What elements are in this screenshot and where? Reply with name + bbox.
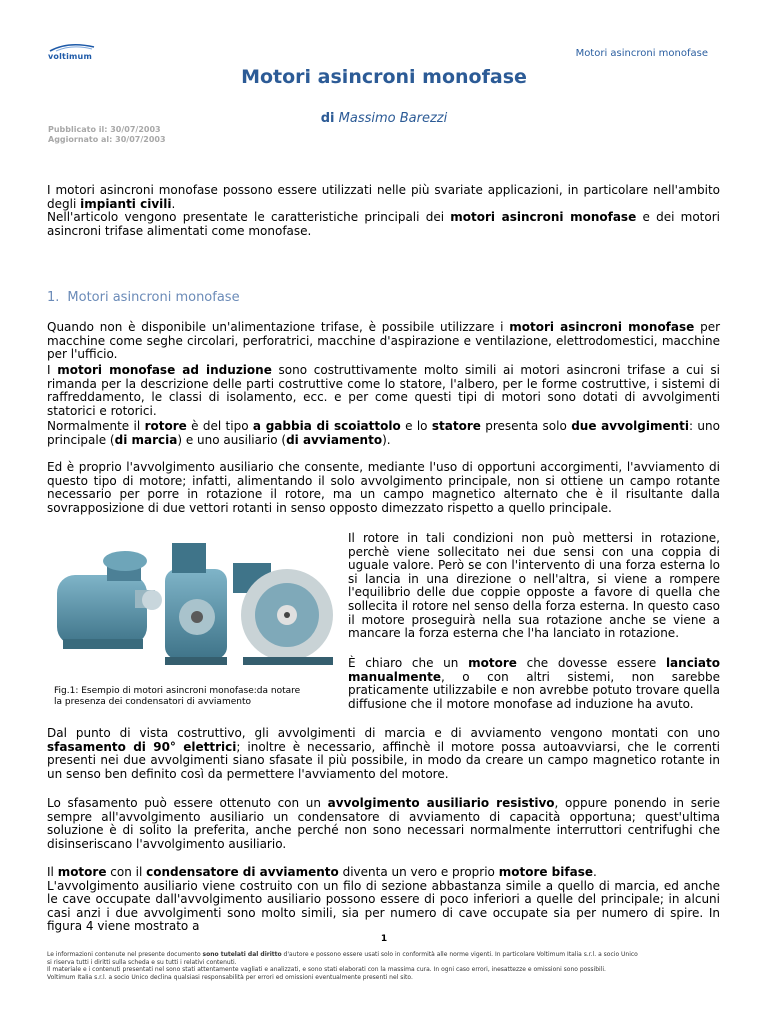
figure-caption <box>54 686 334 708</box>
text: Nell'articolo vengono presentate le caratteristiche principali dei <box>47 210 451 225</box>
updated-date: Aggiornato al: 30/07/2003 <box>48 135 166 144</box>
paragraph: Quando non è disponibile un'alimentazione trifase, è possibile utilizzare i motori asincroni monofase per macchine come seghe circolari, perforatrici, macchine d'aspirazione e ventilazione, elettrodomestici, macchine per l'ufficio. <box>47 320 721 362</box>
paragraph: Normalmente il rotore è del tipo a gabbia di scoiattolo e lo statore presenta solo due avvolgimenti: uno principale (di marcia) e uno ausiliario (di avviamento). <box>47 419 720 447</box>
caption-line: Fig.1: Esempio di motori asincroni monofase:da notare <box>54 686 301 696</box>
publication-dates <box>48 125 166 145</box>
footer-line: Il materiale e i contenuti presentati nel sono stati attentamente vagliati e analizzati, e sono stati elaborati con la massima cura. In ogni caso errori, inesattezze e omissioni sono possibili. <box>47 966 606 973</box>
section-number: 1. <box>47 290 60 305</box>
footer-disclaimer <box>47 951 727 981</box>
footer-line: Le informazioni contenute nel presente documento sono tutelati dal diritto d'autore e possono essere usati solo in conformità alle norme vigenti. In particolare Voltimum Italia s.r.l. a socio Unico <box>47 951 638 958</box>
motors-photo <box>47 535 337 685</box>
byline-prefix: di <box>320 111 335 126</box>
footer-line: Voltimum Italia s.r.l. a socio Unico declina qualsiasi responsabilità per errori ed omissioni eventualmente presenti nel sito. <box>47 973 413 981</box>
page-number: 1 <box>380 934 388 944</box>
paragraph: È chiaro che un motore che dovesse essere lanciato manualmente, o con altri sistemi, non sarebbe praticamente utilizzabile e non avrebbe potuto trovare quella diffusione che il motore monofase ad induzione ha avuto. <box>348 656 720 711</box>
author-name: Massimo Barezzi <box>338 111 448 126</box>
logo-swoosh-icon <box>48 43 96 52</box>
text: . <box>171 196 176 211</box>
caption-line: la presenza dei condensatori di avviamento <box>54 697 251 707</box>
text: e dei motori asincroni trifase alimentati come monofase. <box>47 210 720 238</box>
paragraph: Ed è proprio l'avvolgimento ausiliario che consente, mediante l'uso di opportuni accorgimenti, l'avviamento di questo tipo di motore; infatti, alimentando il solo avvolgimento principale, non si ottiene un campo rotante necessario per porre in rotazione il rotore, ma un campo magnetico alternato che è il risultante dalla sovrapposizione di due vettori rotanti in senso opposto dimezzato rispetto a quello principale. <box>47 460 720 515</box>
running-header: Motori asincroni monofase <box>575 48 708 59</box>
intro-paragraph <box>47 184 720 238</box>
logo-text: voltimum <box>48 52 92 61</box>
paragraph: I motori monofase ad induzione sono costruttivamente molto simili ai motori asincroni trifase a cui si rimanda per la descrizione delle parti costruttive come lo statore, l'albero, per le forme costruttive, i sistemi di raffreddamento, le classi di isolamento, ecc. e per come questi tipi di motori sono dotati di avvolgimenti statorici e rotorici. <box>47 363 720 418</box>
page-title: Motori asincroni monofase <box>241 66 527 88</box>
bold-text: impianti civili <box>80 196 172 211</box>
paragraph: Il motore con il condensatore di avviamento diventa un vero e proprio motore bifase. L'avvolgimento ausiliario viene costruito con un filo di sezione abbastanza simile a quello di marcia, ed anche le cave occupate dall'avvolgimento ausiliario possono essere di poco inferiori a quelle del principale; in alcuni casi anzi i due avvolgimenti sono molto simili, sia per numero di cave occupate sia per numero di spire. In figura 4 viene mostrato a <box>47 865 720 934</box>
text: I motori asincroni monofase possono essere utilizzati nelle più svariate applicazioni, in particolare nell'ambito degli <box>47 183 720 211</box>
bold-text: motori asincroni monofase <box>450 210 637 225</box>
paragraph: Il rotore in tali condizioni non può mettersi in rotazione, perchè viene sollecitato nei due sensi con una coppia di uguale valore. Però se con l'intervento di una forza esterna lo si lancia in una direzione o nell'altra, si viene a rompere l'equilibrio delle due coppie opposte a favore di quella che sollecita il rotore nel senso della forza esterna. In questo caso il motore proseguirà nella sua rotazione anche se viene a mancare la forza esterna che l'ha lanciato in rotazione. <box>348 531 720 641</box>
section-heading <box>47 290 240 305</box>
voltimum-logo <box>48 43 96 63</box>
paragraph: Lo sfasamento può essere ottenuto con un avvolgimento ausiliario resistivo, oppure ponendo in serie sempre all'avvolgimento ausiliario un condensatore di avviamento di capacità opportuna; quest'ultima soluzione è di solito la preferita, anche perché non sono necessari normalmente interruttori centrifughi che disinseriscano l'avvolgimento ausiliario. <box>47 796 720 851</box>
byline <box>0 111 768 126</box>
paragraph: Dal punto di vista costruttivo, gli avvolgimenti di marcia e di avviamento vengono montati con uno sfasamento di 90° elettrici; inoltre è necessario, affinchè il motore possa autoavviarsi, che le correnti presenti nei due avvolgimenti siano sfasate il più possibile, in modo da creare un campo magnetico rotante in un senso ben definito così da permettere l'avviamento del motore. <box>47 726 720 781</box>
footer-line: si riserva tutti i diritti sulla scheda e su tutti i relativi contenuti. <box>47 958 237 966</box>
section-title: Motori asincroni monofase <box>67 290 240 305</box>
published-date: Pubblicato il: 30/07/2003 <box>48 125 161 134</box>
